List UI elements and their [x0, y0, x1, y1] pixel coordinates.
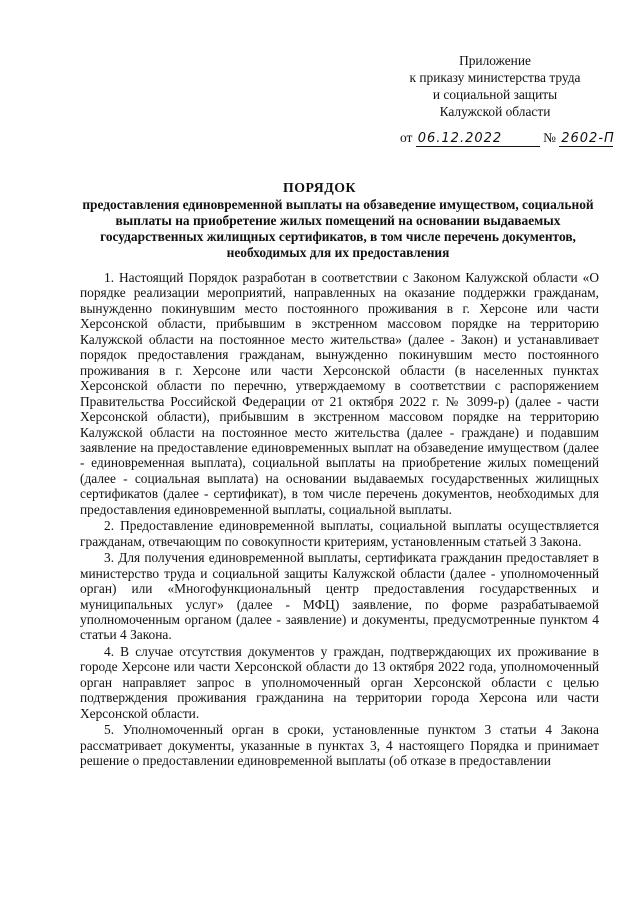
paragraph: 2. Предоставление единовременной выплаты, социальной выплаты осуществляется гражданам, отвечающим по совокупности критериям, установленным статьей 3 Закона.: [80, 518, 599, 549]
annex-line: и социальной защиты: [432, 87, 558, 102]
order-number: 2602-П: [561, 131, 615, 146]
document-body: [80, 270, 599, 769]
document-subtitle: предоставления единовременной выплаты на обзаведение имуществом, социальной выплаты на приобретение жилых помещений на основании выдаваемых государственных жилищных сертификатов, в том числе перечень документов, необходимых для их предоставления: [82, 197, 594, 260]
paragraph: 4. В случае отсутствия документов у граждан, подтверждающих их проживание в городе Херсоне или части Херсонской области до 13 октября 2022 года, уполномоченный орган направляет запрос в уполномоченный орган Херсонской области с целью подтверждения проживания гражданина на территории города Херсона или части Херсонской области.: [80, 643, 599, 721]
order-from-label: от: [400, 130, 413, 145]
order-number-label: №: [543, 130, 556, 145]
annex-line: Приложение: [459, 53, 531, 68]
annex-line: к приказу министерства труда: [409, 70, 581, 85]
paragraph: 5. Уполномоченный орган в сроки, установленные пунктом 3 статьи 4 Закона рассматривает документы, указанные в пунктах 3, 4 настоящего Порядка и принимает решение о предоставлении единовременной выплаты (об отказе в предоставлении: [80, 722, 599, 769]
document-title: ПОРЯДОК: [283, 180, 356, 195]
annex-header: [395, 52, 595, 120]
order-date: 06.12.2022: [416, 131, 540, 147]
paragraph: 1. Настоящий Порядок разработан в соответствии с Законом Калужской области «О порядке реализации мероприятий, направленных на оказание поддержки гражданам, вынужденно покинувшим место постоянного проживания в г. Херсоне или части Херсонской области, прибывшим в экстренном массовом порядке на территорию Калужской области на постоянное место жительства» (далее - Закон) и устанавливает порядок предоставления гражданам, вынужденно покинувшим место постоянного проживания в г. Херсоне или части Херсонской области (в населенных пунктах Херсонской области по перечню, утверждаемому в соответствии с распоряжением Правительства Российской Федерации от 21 октября 2022 г. № 3099-р) (далее - части Херсонской области), прибывшим в экстренном массовом порядке на территорию Калужской области на постоянное место жительства (далее - граждане) и подавшим заявление на предоставление единовременных выплат на обзаведение имуществом (далее - единовременная выплата), социальной выплаты на приобретение жилых помещений (далее - социальная выплата) на основании выдаваемых государственных жилищных сертификатов (далее - сертификат), в том числе перечень документов, необходимых для предоставления единовременной выплаты, социальной выплаты.: [80, 270, 599, 517]
order-reference: [400, 130, 613, 147]
paragraph: 3. Для получения единовременной выплаты, сертификата гражданин предоставляет в министерство труда и социальной защиты Калужской области (далее - уполномоченный орган) или «Многофункциональный центр предоставления государственных и муниципальных услуг» (далее - МФЦ) заявление, по форме разрабатываемой уполномоченным органом (далее - заявление) и документы, предусмотренные пунктом 4 статьи 4 Закона.: [80, 550, 599, 643]
annex-line: Калужской области: [439, 104, 551, 119]
